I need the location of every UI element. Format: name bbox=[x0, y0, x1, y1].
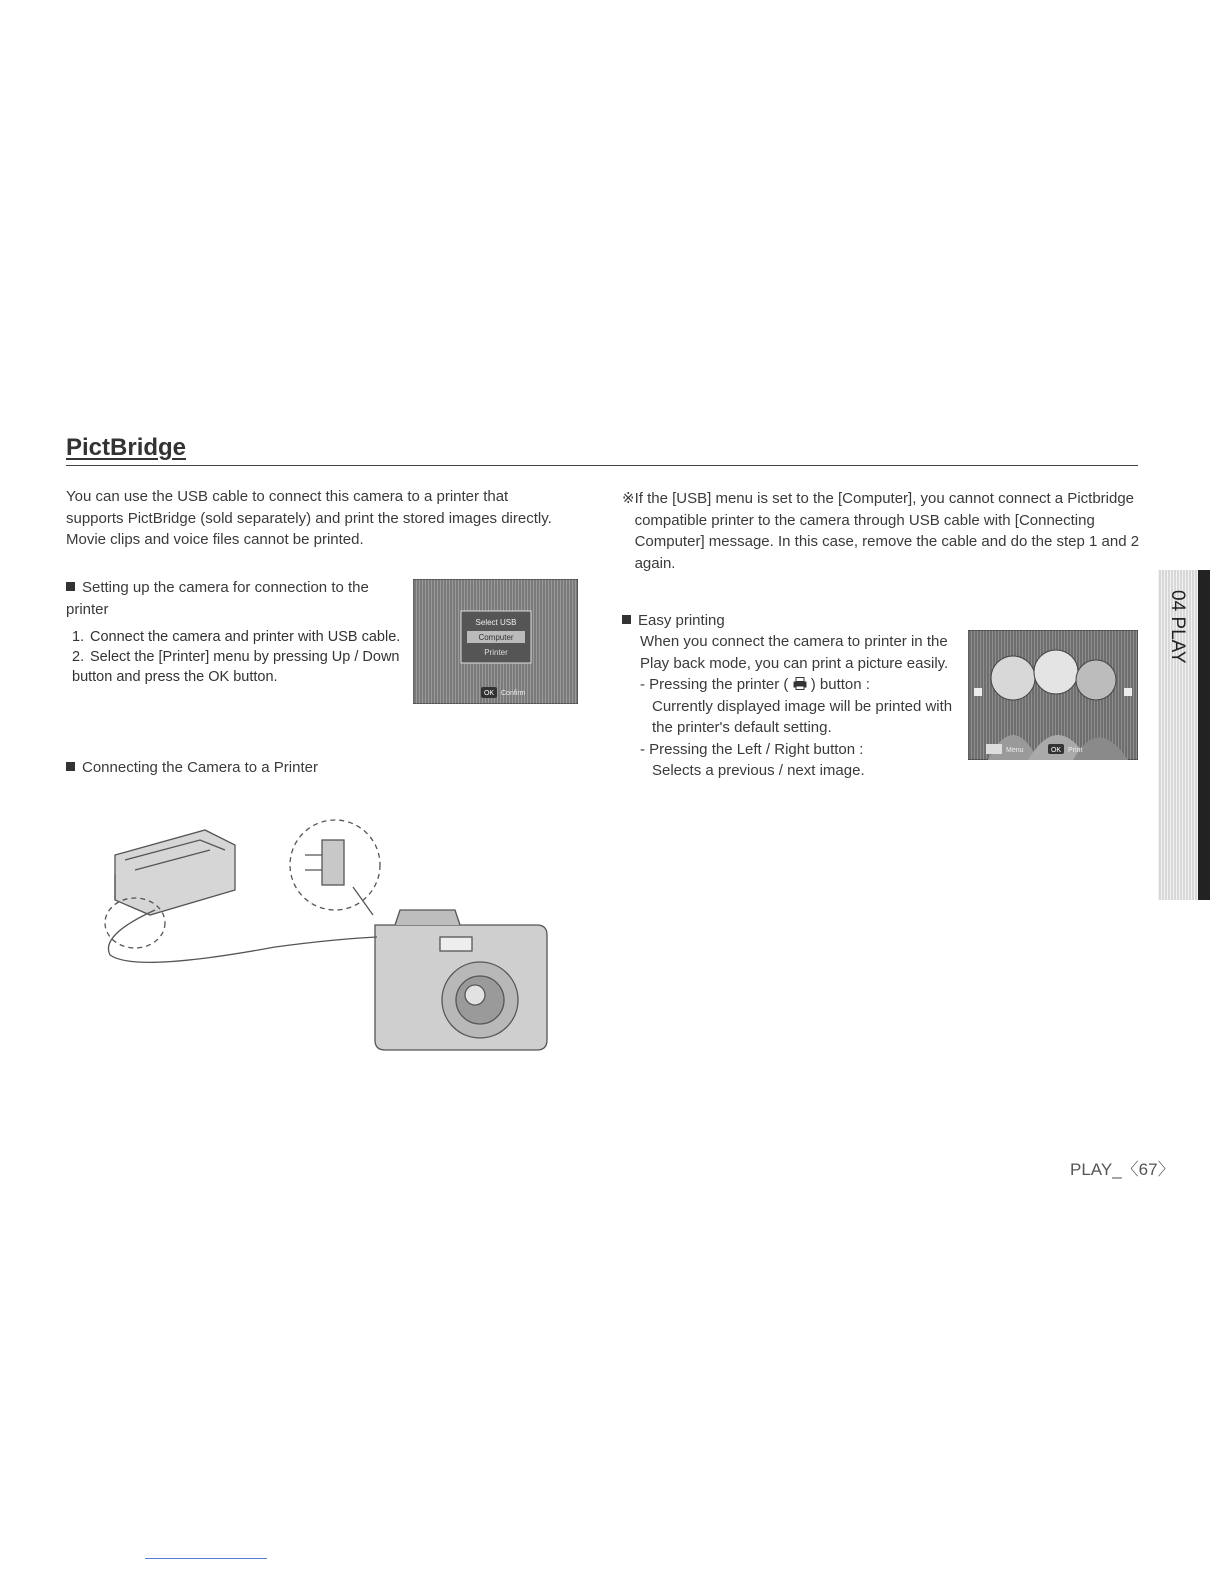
step-text: Select the [Printer] menu by pressing Up / Down button and press the OK button. bbox=[72, 649, 400, 685]
connect-heading-text: Connecting the Camera to a Printer bbox=[82, 759, 318, 776]
printer-button-trail: ) button : bbox=[810, 676, 870, 693]
easy-printing-body bbox=[640, 631, 960, 782]
step-text: Connect the camera and printer with USB cable. bbox=[90, 629, 401, 645]
setup-heading bbox=[66, 577, 406, 620]
chapter-label: 04 PLAY bbox=[1167, 590, 1188, 664]
intro-paragraph: You can use the USB cable to connect this camera to a printer that supports PictBridge (sold separately) and print the stored images directly. Movie clips and voice files cannot be printed. bbox=[66, 488, 552, 548]
easy-printing-heading-text: Easy printing bbox=[638, 612, 725, 629]
usb-option-computer: Computer bbox=[478, 633, 514, 642]
usb-menu-title: Select USB bbox=[475, 618, 517, 627]
title-divider bbox=[66, 465, 1138, 466]
connect-heading bbox=[66, 757, 318, 779]
setup-heading-text: Setting up the camera for connection to the printer bbox=[66, 579, 369, 618]
camera-printer-illustration bbox=[95, 815, 555, 1065]
usb-option-printer: Printer bbox=[484, 648, 508, 657]
step-number: 2. bbox=[72, 649, 85, 665]
printer-button-item bbox=[640, 674, 960, 696]
usb-menu-screenshot bbox=[413, 579, 578, 704]
step-item bbox=[72, 647, 402, 687]
page-title: PictBridge bbox=[66, 434, 187, 461]
easy-printing-text: When you connect the camera to printer in the Play back mode, you can print a picture easily. bbox=[640, 633, 949, 672]
step-item bbox=[72, 627, 402, 647]
print-label: Print bbox=[1068, 747, 1083, 754]
printer-icon bbox=[793, 677, 807, 690]
chapter-side-tab bbox=[1158, 570, 1210, 900]
usb-note bbox=[622, 488, 1147, 574]
bullet-square-icon bbox=[66, 582, 75, 591]
confirm-label: Confirm bbox=[501, 690, 526, 697]
setup-steps-list bbox=[72, 627, 402, 687]
easy-printing-heading bbox=[622, 610, 725, 632]
left-right-button-desc: Selects a previous / next image. bbox=[652, 762, 865, 779]
note-text: If the [USB] menu is set to the [Computer], you cannot connect a Pictbridge compatible printer to the camera through USB cable with [Connecting Computer] message. In this case, remove the cable and do the step 1 and 2 again. bbox=[634, 490, 1140, 572]
ok-key-label: OK bbox=[1050, 747, 1062, 754]
left-right-button-item: - Pressing the Left / Right button : bbox=[640, 740, 864, 758]
step-number: 1. bbox=[72, 629, 85, 645]
playback-screen-screenshot bbox=[968, 630, 1138, 760]
bullet-square-icon bbox=[66, 762, 75, 771]
ok-key-label: OK bbox=[483, 690, 495, 697]
page-number: PLAY_〈67〉 bbox=[1070, 1160, 1175, 1179]
footer-rule bbox=[145, 1558, 267, 1559]
printer-button-lead: - Pressing the printer ( bbox=[640, 676, 789, 693]
menu-label: Menu bbox=[1006, 747, 1024, 754]
printer-button-desc: Currently displayed image will be printed with the printer's default setting. bbox=[652, 697, 953, 736]
reference-mark-icon: ※ bbox=[622, 490, 635, 507]
bullet-square-icon bbox=[622, 615, 631, 624]
